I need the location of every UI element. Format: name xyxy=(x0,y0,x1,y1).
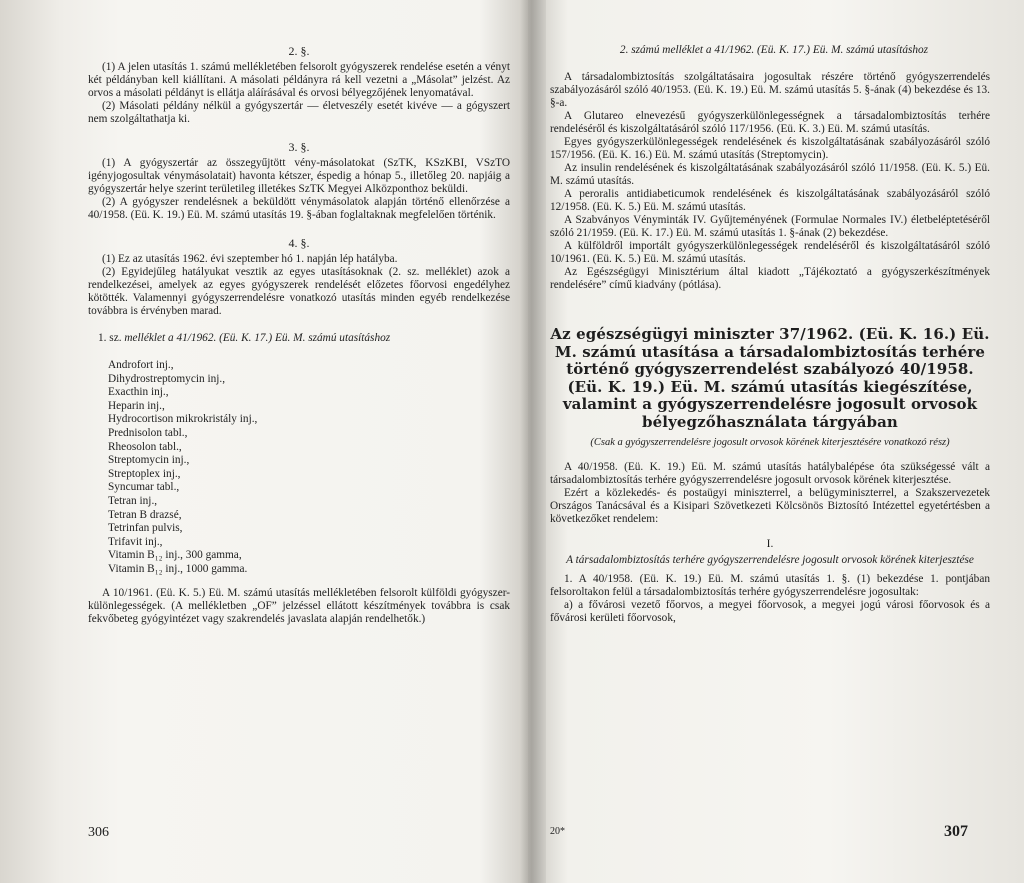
page-number-left: 306 xyxy=(88,825,109,840)
drug-list xyxy=(108,359,510,577)
list-item: Streptomycin inj., xyxy=(108,454,190,467)
intro-paragraph-2: Ezért a közlekedés- és postaügyi miniszterrel, a belügyminiszterrel, a Szakszervezetek Országos Tanácsával és a Kisipari Szövetkezeti Kölcsönös Biztosító Intézettel egyetértésben a következőket rendelem: xyxy=(550,487,990,525)
annex-2-item: A Glutareo elnevezésű gyógyszerkülönlegességnek a társadalombiztosítás terhére rendeléséről és kiszolgáltatásáról szóló 117/1956. (Eü. K. 3.) Eü. M. számú utasítás. xyxy=(550,110,990,135)
list-item: Tetran B drazsé, xyxy=(108,508,182,521)
annex-1-title: melléklet a 41/1962. (Eü. K. 17.) Eü. M. számú utasításhoz xyxy=(124,332,391,344)
annex-2-item: A külföldről importált gyógyszerkülönlegességek rendeléséről és kiszolgáltatásáról szóló 10/1961. (Eü. K. 5.) Eü. M. számú utasítás. xyxy=(550,240,990,265)
chapter-title: A társadalombiztosítás terhére gyógyszerrendelésre jogosult orvosok körének kiterjesztése xyxy=(566,554,974,566)
point-1-paragraph: 1. A 40/1958. (Eü. K. 19.) Eü. M. számú utasítás 1. §. (1) bekezdése 1. pontjában felsoroltakon felül a társadalombiztosítás terhére gyógyszerrendelésre jogosultak: xyxy=(550,573,990,598)
section-2-paragraph-1: (1) A jelen utasítás 1. számú mellékletében felsorolt gyógyszerek rendelése esetén a vényt két példányban kell kiállítani. A másolati példányra rá kell vezetni a „Másolat” jelzést. Az orvos a másolati példányt is ellátja aláírásával és orvosi bélyegzőjének lenyomatával. xyxy=(88,61,510,99)
section-4-paragraph-2: (2) Egyidejűleg hatályukat vesztik az egyes utasításoknak (2. sz. melléklet) azok a rendelkezései, amelyek az egyes gyógyszerek rendelését előzetes főorvosi engedélyhez kötötték. Valamennyi gyógyszerrendelésre vonatkozó utasítás minden egyéb rendelkezése továbbra is érvényben marad. xyxy=(88,266,510,317)
annex-2-title: melléklet a 41/1962. (Eü. K. 17.) Eü. M. számú utasításhoz xyxy=(662,44,929,56)
list-item: Vitamin B₁₂ inj., 1000 gamma. xyxy=(108,562,248,575)
list-item: Hydrocortison mikrokristály inj., xyxy=(108,413,258,426)
page-number-right: 307 xyxy=(944,823,968,840)
list-item: Vitamin B₁₂ inj., 300 gamma, xyxy=(108,549,242,562)
point-1a-paragraph: a) a fővárosi vezető főorvos, a megyei főorvosok, a megyei jogú városi főorvosok és a fővárosi kerületi főorvosok, xyxy=(550,599,990,624)
list-item: Trifavit inj., xyxy=(108,535,163,548)
list-item: Rheosolon tabl., xyxy=(108,440,182,453)
annex-2-number: 2. számú xyxy=(619,44,660,56)
section-4-paragraph-1: (1) Ez az utasítás 1962. évi szeptember hó 1. napján lép hatályba. xyxy=(102,253,398,265)
list-item: Prednisolon tabl., xyxy=(108,426,188,439)
list-item: Tetrinfan pulvis, xyxy=(108,522,183,535)
annex-2-item: A peroralis antidiabeticumok rendelésének és kiszolgáltatásának szabályozásáról szóló 12/1958. (Eü. K. 5.) Eü. M. számú utasítás. xyxy=(550,188,990,213)
annex-1-closing-paragraph: A 10/1961. (Eü. K. 5.) Eü. M. számú utasítás mellékletében felsorolt külföldi gyógyszer-különlegességek. (A mellékletben „OF” jelzéssel ellátott készítmények továbbra is csak fekvőbeteg gyógyintézet vagy szakrendelés javaslata alapján rendelhetők.) xyxy=(88,586,510,625)
section-2-paragraph-2: (2) Másolati példány nélkül a gyógyszertár — életveszély esetét kivéve — a gógyszert nem szolgáltathatja ki. xyxy=(88,100,510,125)
annex-2-item: A társadalombiztosítás szolgáltatásaira jogosultak részére történő gyógyszerrendelés szabályozásáról szóló 40/1953. (Eü. K. 19.) Eü. M. számú utasítás 5. §-ának (4) bekezdése és 13. §-a. xyxy=(550,71,990,109)
right-page xyxy=(528,0,1024,883)
list-item: Heparin inj., xyxy=(108,399,165,412)
annex-2-item: Egyes gyógyszerkülönlegességek rendelésének és kiszolgáltatásának szabályozásáról szóló 157/1956. (Eü. K. 16.) Eü. M. számú utasítás (Streptomycin). xyxy=(550,136,990,161)
section-3-paragraph-1: (1) A gyógyszertár az összegyűjtött vény-másolatokat (SzTK, KSzKBI, VSzTO igényjogosultak vénymásolatait) havonta kétszer, éspedig a hónap 5., illetőleg 20. napjáig a gyógyszertár helye szerint területileg illetékes SzTK Megyei Alközponthoz beküldi. xyxy=(88,157,510,195)
intro-paragraph-1: A 40/1958. (Eü. K. 19.) Eü. M. számú utasítás hatálybalépése óta szükségessé vált a társadalombiztosítás terhére gyógyszerrendelésre jogosult orvosok körének kiterjesztése. xyxy=(550,461,990,486)
annex-1-number: 1. sz. xyxy=(98,332,122,344)
section-3-heading: 3. §. xyxy=(288,140,310,154)
chapter-numeral: I. xyxy=(766,538,774,550)
list-item: Androfort inj., xyxy=(108,359,174,371)
annex-1-caption xyxy=(98,332,510,345)
section-2-heading: 2. §. xyxy=(288,44,310,58)
annex-2-item: Az insulin rendelésének és kiszolgáltatásának szabályozásáról szóló 11/1958. (Eü. K. 5.) Eü. M. számú utasítás. xyxy=(550,162,990,187)
list-item: Dihydrostreptomycin inj., xyxy=(108,372,226,385)
list-item: Streptoplex inj., xyxy=(108,467,181,480)
section-3-paragraph-2: (2) A gyógyszer rendelésnek a beküldött vénymásolatok alapján történő ellenőrzése a 40/1958. (Eü. K. 19.) Eü. M. számú utasítás 19. §-ában foglaltaknak megfelelően történik. xyxy=(88,196,510,221)
annex-2-caption xyxy=(558,44,990,57)
signature-mark: 20* xyxy=(550,826,565,837)
list-item: Exacthin inj., xyxy=(108,386,169,399)
annex-2-item: A Szabványos Vényminták IV. Gyűjteményének (Formulae Normales IV.) életbeléptetéséről szóló 21/1959. (Eü. K. 17.) Eü. M. számú utasítás 1. §-ának (2) bekezdése. xyxy=(550,214,990,239)
decree-title: Az egészségügyi miniszter 37/1962. (Eü. K. 16.) Eü. M. számú utasítása a társadalombiztosítás terhére történő gyógyszerrendelést szabályozó 40/1958. (Eü. K. 19.) Eü. M. számú utasítás kiegészítése, valamint a gyógyszerrendelésre jogosult orvosok bélyegzőhasználata tárgyában xyxy=(550,325,990,431)
annex-2-item: Az Egészségügyi Minisztérium által kiadott „Tájékoztató a gyógyszerkészítmények rendelésére” című kiadvány (pótlása). xyxy=(550,266,990,291)
decree-subtitle: (Csak a gyógyszerrendelésre jogosult orvosok körének kiterjesztésére vonatkozó rész) xyxy=(590,437,950,448)
section-4-heading: 4. §. xyxy=(288,236,310,250)
list-item: Syncumar tabl., xyxy=(108,481,180,494)
list-item: Tetran inj., xyxy=(108,494,158,507)
